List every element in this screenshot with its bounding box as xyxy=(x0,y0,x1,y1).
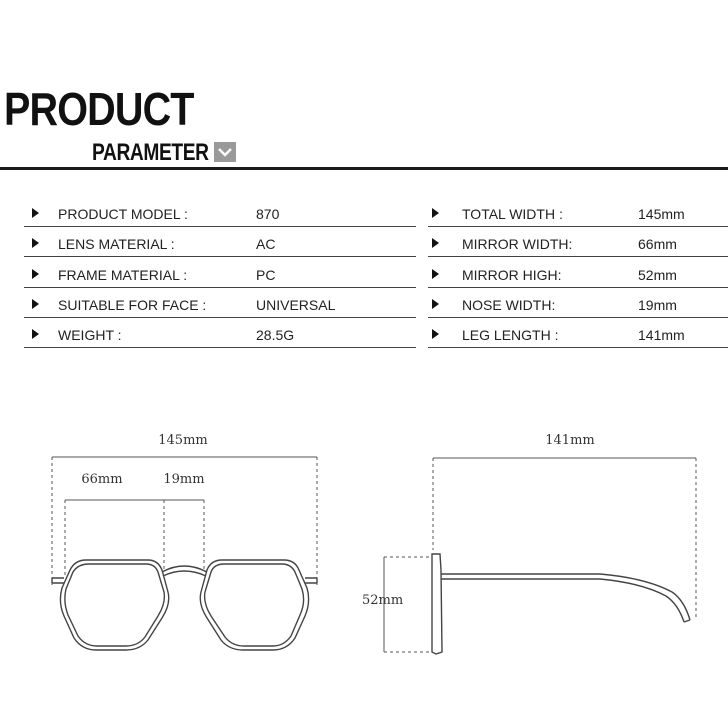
right-temple-hinge xyxy=(305,578,317,583)
param-value: 66mm xyxy=(638,236,677,252)
param-label: LENS MATERIAL : xyxy=(58,236,175,252)
param-label: NOSE WIDTH: xyxy=(462,297,556,313)
row-divider xyxy=(24,347,416,348)
param-label: MIRROR WIDTH: xyxy=(462,236,573,252)
param-label: WEIGHT : xyxy=(58,327,122,343)
header-divider xyxy=(0,167,728,170)
lens-width-label: 66mm xyxy=(81,472,123,487)
bullet-icon xyxy=(432,329,439,339)
param-label: PRODUCT MODEL : xyxy=(58,206,188,222)
bullet-icon xyxy=(432,299,439,309)
param-value: 145mm xyxy=(638,206,685,222)
leg-length-label: 141mm xyxy=(545,433,595,448)
row-divider xyxy=(428,347,728,348)
page-title: PRODUCT xyxy=(4,83,194,135)
param-value: 19mm xyxy=(638,297,677,313)
param-value: AC xyxy=(256,236,276,252)
bridge-inner xyxy=(163,571,206,576)
param-label: TOTAL WIDTH : xyxy=(462,206,563,222)
right-lens-inner xyxy=(205,564,304,646)
parameter-row xyxy=(0,258,728,288)
side-view-diagram xyxy=(350,420,728,670)
param-value: 141mm xyxy=(638,327,685,343)
row-divider xyxy=(24,256,416,257)
bullet-icon xyxy=(432,208,439,218)
total-width-label: 145mm xyxy=(158,433,208,448)
right-lens xyxy=(200,560,308,650)
param-value: PC xyxy=(256,267,276,283)
nose-width-label: 19mm xyxy=(163,472,205,487)
param-label: LEG LENGTH : xyxy=(462,327,559,343)
param-value: 28.5G xyxy=(256,327,295,343)
parameter-row xyxy=(0,318,728,348)
bullet-icon xyxy=(32,269,39,279)
param-value: UNIVERSAL xyxy=(256,297,336,313)
page-subtitle: PARAMETER xyxy=(92,139,209,166)
bullet-icon xyxy=(32,329,39,339)
bullet-icon xyxy=(432,238,439,248)
param-value: 52mm xyxy=(638,267,677,283)
bullet-icon xyxy=(32,208,39,218)
left-lens xyxy=(60,560,168,650)
param-label: SUITABLE FOR FACE : xyxy=(58,297,207,313)
parameter-row xyxy=(0,227,728,257)
parameter-row xyxy=(0,288,728,318)
param-value: 870 xyxy=(256,206,280,222)
param-label: MIRROR HIGH: xyxy=(462,267,562,283)
temple-tip xyxy=(684,620,690,622)
param-label: FRAME MATERIAL : xyxy=(58,267,188,283)
bullet-icon xyxy=(32,238,39,248)
row-divider xyxy=(428,256,728,257)
parameter-row xyxy=(0,197,728,227)
left-lens-inner xyxy=(65,564,165,646)
bullet-icon xyxy=(432,269,439,279)
left-temple-hinge xyxy=(52,578,64,583)
temple-arm-inner xyxy=(441,579,684,622)
temple-arm xyxy=(441,574,690,620)
lens-height-label: 52mm xyxy=(362,593,404,608)
bullet-icon xyxy=(32,299,39,309)
lens-profile xyxy=(432,554,442,654)
front-view-diagram xyxy=(0,420,340,670)
chevron-down-icon xyxy=(214,142,236,162)
